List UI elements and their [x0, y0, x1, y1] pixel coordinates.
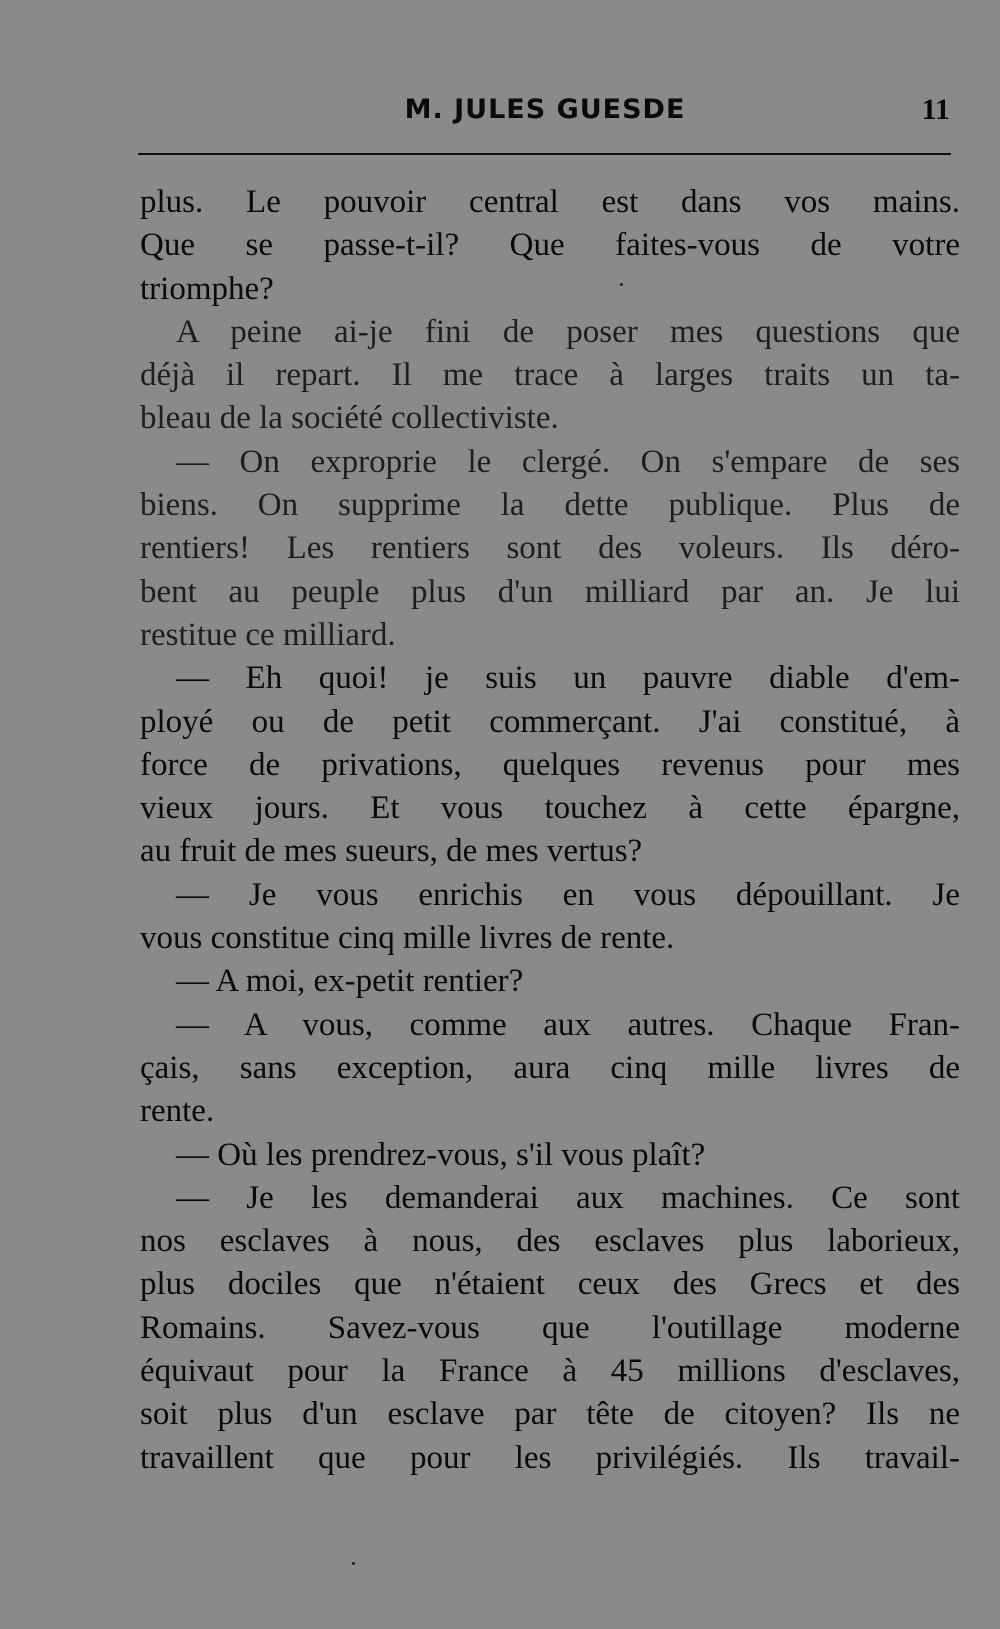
text-line: — Eh quoi! je suis un pauvre diable d'em-: [176, 660, 960, 697]
text-line: déjà il repart. Il me trace à larges traits un ta-: [140, 357, 960, 394]
text-line: triomphe?: [140, 270, 274, 307]
text-line: rentiers! Les rentiers sont des voleurs. Ils déro-: [140, 530, 960, 567]
text-line: — Où les prendrez-vous, s'il vous plaît?: [176, 1136, 706, 1173]
text-line: force de privations, quelques revenus pour mes: [140, 746, 960, 783]
running-head: [140, 88, 950, 132]
text-line: — On exproprie le clergé. On s'empare de ses: [176, 443, 960, 480]
body-text: [140, 181, 960, 1480]
text-line: A peine ai-je fini de poser mes questions que: [176, 313, 960, 350]
text-line: Que se passe-t-il? Que faites-vous de votre: [140, 227, 960, 264]
text-line: ployé ou de petit commerçant. J'ai constitué, à: [140, 703, 960, 740]
text-line: bent au peuple plus d'un milliard par an. Je lui: [140, 573, 960, 610]
print-speck: [352, 1562, 355, 1565]
text-line: biens. On supprime la dette publique. Plus de: [140, 487, 960, 524]
text-line: nos esclaves à nous, des esclaves plus laborieux,: [140, 1223, 960, 1260]
text-line: plus dociles que n'étaient ceux des Grecs et des: [140, 1266, 960, 1303]
text-line: équivaut pour la France à 45 millions d'esclaves,: [140, 1353, 960, 1390]
header-rule: [138, 153, 951, 155]
running-title: M. JULES GUESDE: [404, 94, 686, 125]
page-number: 11: [921, 93, 950, 126]
text-line: rente.: [140, 1093, 215, 1130]
text-line: — Je vous enrichis en vous dépouillant. Je: [176, 876, 960, 913]
text-line: restitue ce milliard.: [140, 616, 396, 653]
text-line: — A vous, comme aux autres. Chaque Fran-: [176, 1006, 960, 1043]
text-line: — Je les demanderai aux machines. Ce sont: [176, 1179, 960, 1216]
text-line: vieux jours. Et vous touchez à cette épargne,: [140, 790, 960, 827]
text-line: au fruit de mes sueurs, de mes vertus?: [140, 833, 643, 870]
text-line: vous constitue cinq mille livres de rente.: [140, 920, 675, 957]
text-line: plus. Le pouvoir central est dans vos mains.: [140, 184, 960, 220]
text-line: çais, sans exception, aura cinq mille livres de: [140, 1049, 960, 1086]
text-line: soit plus d'un esclave par tête de citoyen? Ils ne: [140, 1396, 960, 1433]
text-line: travaillent que pour les privilégiés. Ils travail-: [140, 1439, 960, 1476]
text-line: Romains. Savez-vous que l'outillage moderne: [140, 1309, 960, 1346]
print-speck: [620, 283, 623, 286]
text-line: — A moi, ex-petit rentier?: [176, 963, 524, 1000]
text-line: bleau de la société collectiviste.: [140, 400, 559, 437]
